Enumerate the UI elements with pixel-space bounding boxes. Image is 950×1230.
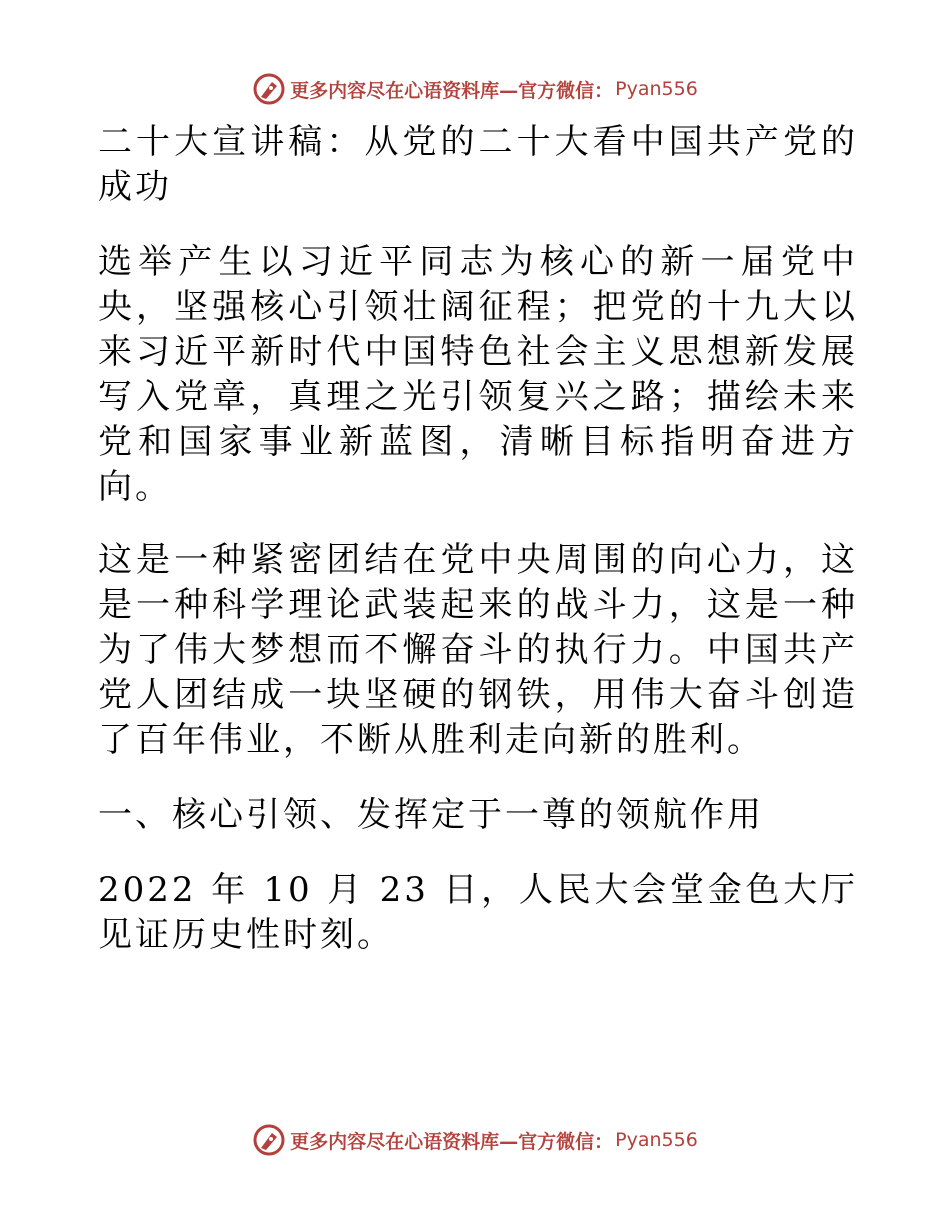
paragraph-2: 这是一种紧密团结在党中央周围的向心力，这是一种科学理论武装起来的战斗力，这是一种为了伟大梦想而不懈奋斗的执行力。中国共产党人团结成一块坚硬的钢铁，用伟大奋斗创造了百年伟业，不断从胜利走向新的胜利。 [98, 540, 858, 760]
watermark-wechat-id: Pyan556 [615, 78, 698, 100]
header-watermark [0, 72, 950, 106]
footer-watermark [0, 1123, 950, 1157]
pen-nib-logo-icon [252, 1123, 286, 1157]
pen-nib-logo-icon [252, 72, 286, 106]
document-title: 二十大宣讲稿：从党的二十大看中国共产党的成功 [98, 122, 858, 207]
paragraph-1: 选举产生以习近平同志为核心的新一届党中央，坚强核心引领壮阔征程；把党的十九大以来习近平新时代中国特色社会主义思想新发展写入党章，真理之光引领复兴之路；描绘未来党和国家事业新蓝图，清晰目标指明奋进方向。 [98, 242, 858, 507]
paragraph-3: 2022 年 10 月 23 日，人民大会堂金色大厅见证历史性时刻。 [98, 870, 858, 955]
watermark-wechat-id: Pyan556 [615, 1129, 698, 1151]
document-body [98, 120, 858, 958]
watermark-text: 更多内容尽在心语资料库—官方微信： [290, 79, 614, 102]
section-heading-1: 一、核心引领、发挥定于一尊的领航作用 [98, 795, 764, 835]
watermark-text: 更多内容尽在心语资料库—官方微信： [290, 1130, 614, 1153]
